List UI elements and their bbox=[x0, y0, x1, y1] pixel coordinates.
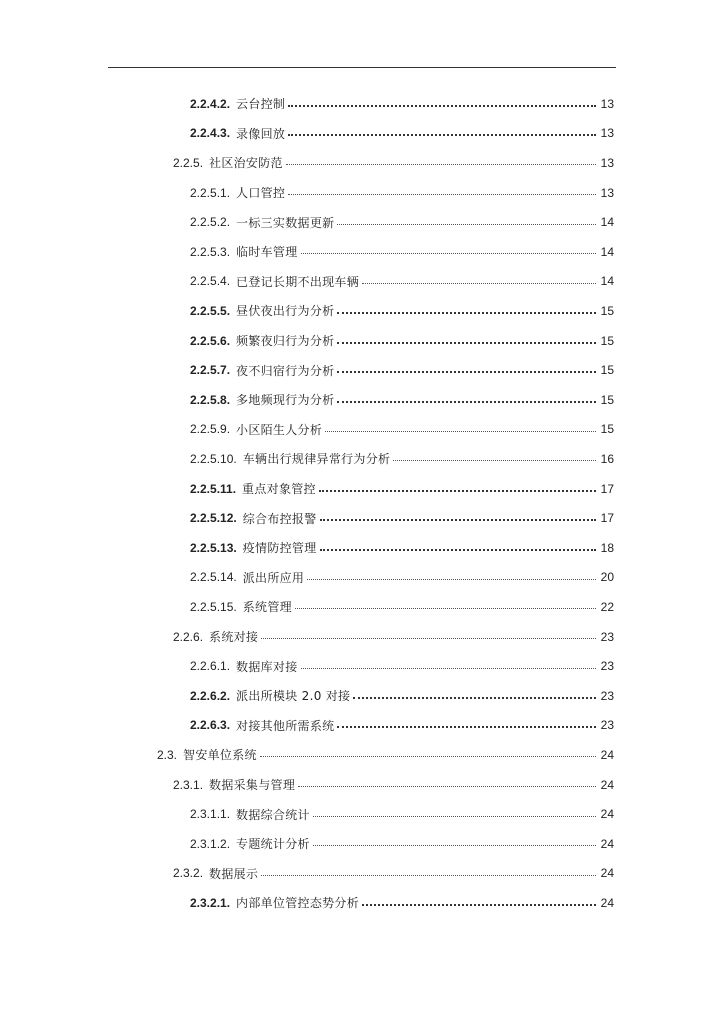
toc-entry[interactable] bbox=[190, 267, 614, 297]
toc-title: 系统对接 bbox=[209, 630, 259, 645]
toc-entry[interactable] bbox=[190, 711, 614, 741]
toc-title: 对接其他所需系统 bbox=[236, 718, 335, 733]
toc-entry[interactable] bbox=[190, 178, 614, 208]
dot-leader bbox=[320, 549, 596, 551]
toc-title: 一标三实数据更新 bbox=[236, 215, 335, 230]
toc-page: 24 bbox=[600, 866, 614, 881]
toc-entry[interactable] bbox=[190, 207, 614, 237]
toc-number: 2.2.5.11. bbox=[190, 481, 237, 496]
toc-title: 内部单位管控态势分析 bbox=[236, 896, 360, 911]
toc-page: 15 bbox=[600, 392, 614, 407]
toc-title: 社区治安防范 bbox=[209, 156, 283, 171]
toc-number: 2.2.6.2. bbox=[190, 688, 231, 703]
toc-title: 派出所模块 2.0 对接 bbox=[236, 689, 351, 704]
toc-number: 2.3. bbox=[157, 747, 178, 762]
dot-leader bbox=[286, 164, 596, 165]
dot-leader bbox=[301, 253, 596, 254]
toc-title: 数据综合统计 bbox=[236, 807, 310, 822]
toc-number: 2.2.5.5. bbox=[190, 303, 231, 318]
toc-entry[interactable] bbox=[190, 326, 614, 356]
toc-page: 14 bbox=[600, 215, 614, 230]
toc-entry[interactable] bbox=[190, 533, 614, 563]
dot-leader bbox=[295, 608, 596, 609]
dot-leader bbox=[301, 668, 596, 669]
dot-leader bbox=[313, 845, 596, 846]
toc-title: 夜不归宿行为分析 bbox=[236, 363, 335, 378]
toc-page: 24 bbox=[600, 807, 614, 822]
toc-page: 24 bbox=[600, 777, 614, 792]
toc-page: 13 bbox=[600, 155, 614, 170]
toc-entry[interactable] bbox=[190, 503, 614, 533]
toc-title: 专题统计分析 bbox=[236, 837, 310, 852]
dot-leader bbox=[320, 519, 596, 521]
toc-page: 20 bbox=[600, 570, 614, 585]
toc-number: 2.2.5.10. bbox=[190, 451, 237, 466]
toc-page: 23 bbox=[600, 688, 614, 703]
toc-number: 2.2.5.13. bbox=[190, 540, 237, 555]
toc-page: 13 bbox=[600, 126, 614, 141]
dot-leader bbox=[288, 134, 596, 136]
toc-title: 云台控制 bbox=[236, 97, 286, 112]
toc-entry[interactable] bbox=[173, 859, 614, 889]
dot-leader bbox=[337, 371, 596, 373]
toc-number: 2.2.5.9. bbox=[190, 422, 231, 437]
toc-title: 已登记长期不出现车辆 bbox=[236, 274, 360, 289]
toc-entry[interactable] bbox=[190, 681, 614, 711]
toc-title: 系统管理 bbox=[242, 600, 292, 615]
toc-entry[interactable] bbox=[190, 237, 614, 267]
toc-number: 2.2.5.12. bbox=[190, 511, 237, 526]
dot-leader bbox=[307, 579, 596, 580]
toc-page: 17 bbox=[600, 511, 614, 526]
dot-leader bbox=[337, 401, 596, 403]
toc-page: 17 bbox=[600, 481, 614, 496]
toc-entry[interactable] bbox=[190, 474, 614, 504]
toc-page: 23 bbox=[600, 659, 614, 674]
dot-leader bbox=[337, 342, 596, 344]
dot-leader bbox=[353, 697, 596, 699]
toc-entry[interactable] bbox=[190, 89, 614, 119]
toc-title: 临时车管理 bbox=[236, 245, 298, 260]
dot-leader bbox=[313, 816, 596, 817]
toc-page: 15 bbox=[600, 333, 614, 348]
toc-page: 16 bbox=[600, 451, 614, 466]
dot-leader bbox=[261, 638, 596, 639]
toc-number: 2.3.1. bbox=[173, 777, 204, 792]
toc-entry[interactable] bbox=[190, 119, 614, 149]
toc-entry[interactable] bbox=[190, 651, 614, 681]
toc-number: 2.2.6. bbox=[173, 629, 204, 644]
toc-title: 车辆出行规律异常行为分析 bbox=[242, 452, 391, 467]
toc-number: 2.2.5.3. bbox=[190, 244, 231, 259]
toc-page: 22 bbox=[600, 599, 614, 614]
toc-number: 2.2.5.6. bbox=[190, 333, 231, 348]
toc-title: 数据库对接 bbox=[236, 659, 298, 674]
toc-page: 13 bbox=[600, 185, 614, 200]
toc-page: 24 bbox=[600, 836, 614, 851]
toc-title: 数据展示 bbox=[209, 866, 259, 881]
toc-title: 综合布控报警 bbox=[242, 511, 317, 526]
dot-leader bbox=[325, 431, 596, 432]
toc-number: 2.2.5.4. bbox=[190, 274, 231, 289]
toc-page: 15 bbox=[600, 303, 614, 318]
toc-entry[interactable] bbox=[190, 296, 614, 326]
toc-title: 智安单位系统 bbox=[183, 748, 257, 763]
toc-title: 人口管控 bbox=[236, 186, 286, 201]
toc-entry[interactable] bbox=[190, 888, 614, 918]
dot-leader bbox=[393, 460, 596, 461]
dot-leader bbox=[319, 490, 596, 492]
toc-page: 24 bbox=[600, 747, 614, 762]
dot-leader bbox=[260, 756, 596, 757]
dot-leader bbox=[261, 875, 596, 876]
dot-leader bbox=[288, 105, 596, 107]
toc-entry[interactable] bbox=[190, 355, 614, 385]
toc-number: 2.2.4.3. bbox=[190, 126, 231, 141]
toc-page: 15 bbox=[600, 363, 614, 378]
toc-page: 13 bbox=[600, 96, 614, 111]
toc-number: 2.2.4.2. bbox=[190, 96, 231, 111]
toc-title: 昼伏夜出行为分析 bbox=[236, 304, 335, 319]
toc-title: 频繁夜归行为分析 bbox=[236, 334, 335, 349]
dot-leader bbox=[288, 194, 596, 195]
toc-entry[interactable] bbox=[190, 592, 614, 622]
toc-entry[interactable] bbox=[190, 415, 614, 445]
toc-number: 2.3.1.1. bbox=[190, 807, 231, 822]
dot-leader bbox=[362, 904, 596, 906]
toc-number: 2.2.6.1. bbox=[190, 659, 231, 674]
toc-page: 24 bbox=[600, 895, 614, 910]
toc-entry[interactable] bbox=[190, 563, 614, 593]
toc-number: 2.3.1.2. bbox=[190, 836, 231, 851]
toc-title: 派出所应用 bbox=[242, 570, 305, 585]
toc-number: 2.2.5.7. bbox=[190, 363, 231, 378]
toc-number: 2.2.5. bbox=[173, 155, 204, 170]
toc-title: 数据采集与管理 bbox=[209, 778, 296, 793]
toc-number: 2.2.6.3. bbox=[190, 718, 231, 733]
toc-entry[interactable] bbox=[173, 148, 614, 178]
toc-number: 2.2.5.8. bbox=[190, 392, 231, 407]
toc-title: 小区陌生人分析 bbox=[236, 422, 323, 437]
toc-entry[interactable] bbox=[190, 385, 614, 415]
toc-number: 2.2.5.14. bbox=[190, 570, 237, 585]
toc-page: 18 bbox=[600, 540, 614, 555]
toc-entry[interactable] bbox=[190, 799, 614, 829]
toc-title: 重点对象管控 bbox=[242, 482, 316, 497]
dot-leader bbox=[337, 312, 596, 314]
header-rule bbox=[108, 67, 616, 68]
toc-page: 14 bbox=[600, 244, 614, 259]
toc-entry[interactable] bbox=[173, 622, 614, 652]
toc-title: 录像回放 bbox=[236, 126, 286, 141]
dot-leader bbox=[362, 283, 596, 284]
toc-page: 23 bbox=[600, 629, 614, 644]
toc-entry[interactable] bbox=[173, 770, 614, 800]
toc-number: 2.3.2.1. bbox=[190, 895, 231, 910]
toc-entry[interactable] bbox=[157, 740, 614, 770]
dot-leader bbox=[337, 224, 596, 225]
toc-page: 15 bbox=[600, 422, 614, 437]
toc-title: 多地频现行为分析 bbox=[236, 393, 335, 408]
toc-entry[interactable] bbox=[190, 444, 614, 474]
toc-page: 23 bbox=[600, 718, 614, 733]
toc-number: 2.2.5.15. bbox=[190, 599, 237, 614]
toc-number: 2.2.5.2. bbox=[190, 215, 231, 230]
dot-leader bbox=[298, 786, 596, 787]
toc-entry[interactable] bbox=[190, 829, 614, 859]
dot-leader bbox=[337, 726, 596, 728]
toc-title: 疫情防控管理 bbox=[242, 541, 317, 556]
toc-number: 2.2.5.1. bbox=[190, 185, 231, 200]
toc-page: 14 bbox=[600, 274, 614, 289]
toc-number: 2.3.2. bbox=[173, 866, 204, 881]
